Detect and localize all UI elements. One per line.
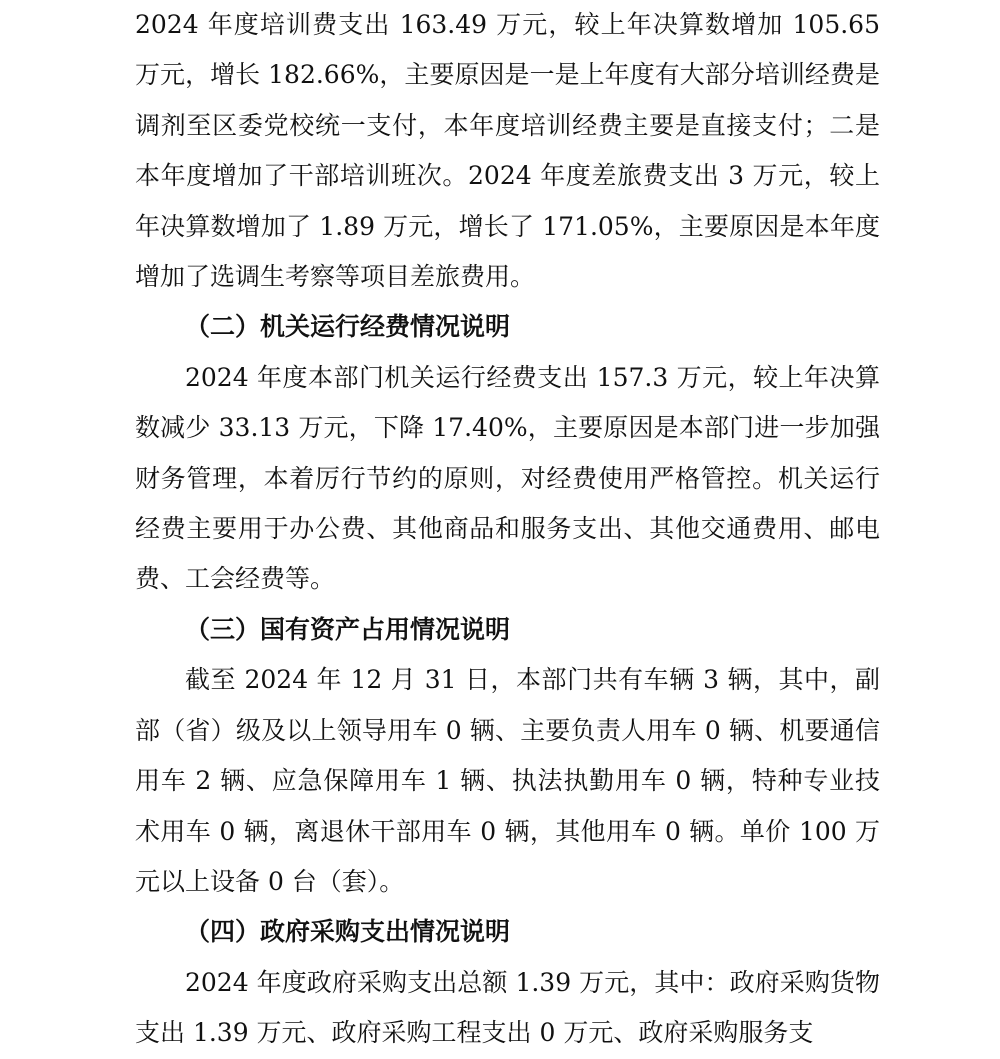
paragraph-operating-expenses: 2024 年度本部门机关运行经费支出 157.3 万元，较上年决算数减少 33.13 万元，下降 17.40%，主要原因是本部门进一步加强财务管理，本着厉行节约的原则，对经费使用严格管控。机关运行经费主要用于办公费、其他商品和服务支出、其他交通费用、邮电费、工会经费等。 — [135, 362, 880, 594]
paragraph-training-travel-expenses: 2024 年度培训费支出 163.49 万元，较上年决算数增加 105.65 万元，增长 182.66%，主要原因是一是上年度有大部分培训经费是调剂至区委党校统一支付，本年度培训经费主要是直接支付；二是本年度增加了干部培训班次。2024 年度差旅费支出 3 万元，较上年决算数增加了 1.89 万元，增长了 171.05%，主要原因是本年度增加了选调生考察等项目差旅费用。 — [135, 10, 880, 292]
section-heading-government-procurement: （四）政府采购支出情况说明 — [185, 917, 511, 947]
section-heading-operating-expenses: （二）机关运行经费情况说明 — [185, 312, 511, 342]
paragraph-state-assets: 截至 2024 年 12 月 31 日，本部门共有车辆 3 辆，其中，副部（省）级及以上领导用车 0 辆、主要负责人用车 0 辆、机要通信用车 2 辆、应急保障用车 1 辆、执法执勤用车 0 辆，特种专业技术用车 0 辆，离退休干部用车 0 辆，其他用车 0 辆。单价 100 万元以上设备 0 台（套）。 — [135, 665, 880, 896]
section-heading-state-assets: （三）国有资产占用情况说明 — [185, 614, 511, 644]
document-page — [135, 0, 880, 1059]
paragraph-government-procurement: 2024 年度政府采购支出总额 1.39 万元，其中：政府采购货物支出 1.39 万元、政府采购工程支出 0 万元、政府采购服务支 — [135, 967, 880, 1048]
